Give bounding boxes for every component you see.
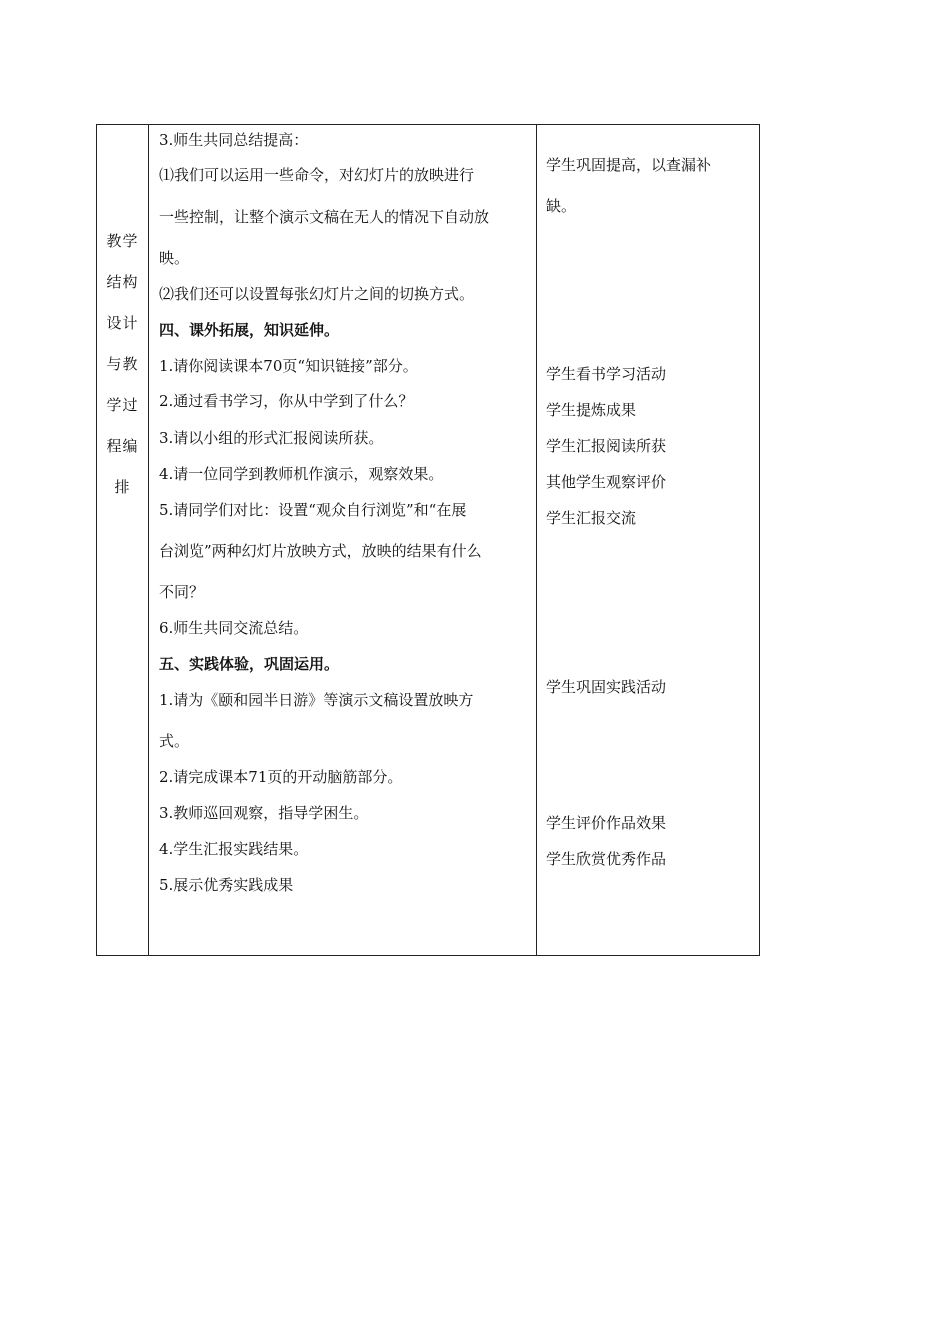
content-line: ⑵我们还可以设置每张幻灯片之间的切换方式。 <box>159 285 475 303</box>
content-line: ⑴我们可以运用一些命令，对幻灯片的放映进行 <box>159 166 475 184</box>
section-label-line: 排 <box>114 478 131 496</box>
content-line: 1.请为《颐和园半日游》等演示文稿设置放映方 <box>159 691 474 709</box>
section-label-line: 与教 <box>106 355 139 373</box>
section-label-line: 程编 <box>106 437 139 455</box>
activity-note: 学生提炼成果 <box>546 401 637 419</box>
content-line: 2.通过看书学习，你从中学到了什么？ <box>159 392 414 410</box>
content-line: 3.请以小组的形式汇报阅读所获。 <box>159 429 384 447</box>
content-line: 不同？ <box>159 583 205 601</box>
activity-note: 学生看书学习活动 <box>546 365 667 383</box>
activity-note: 学生汇报交流 <box>546 509 637 527</box>
section-label-line: 设计 <box>106 314 139 332</box>
content-line: 3.教师巡回观察，指导学困生。 <box>159 804 369 822</box>
content-line: 2.请完成课本71页的开动脑筋部分。 <box>159 768 403 786</box>
section-label-line: 教学 <box>106 232 139 250</box>
activity-note: 其他学生观察评价 <box>546 473 667 491</box>
content-line: 5.展示优秀实践成果 <box>159 876 294 894</box>
content-line: 映。 <box>159 249 190 267</box>
activity-note: 学生巩固实践活动 <box>546 678 667 696</box>
column-divider-right <box>536 125 537 955</box>
content-line: 一些控制，让整个演示文稿在无人的情况下自动放 <box>159 208 490 226</box>
section-label-line: 结构 <box>106 273 139 291</box>
content-line: 式。 <box>159 732 190 750</box>
content-line: 3.师生共同总结提高： <box>159 131 309 149</box>
section-heading: 五、实践体验，巩固运用。 <box>159 655 340 673</box>
column-divider-left <box>148 125 149 955</box>
content-line: 4.请一位同学到教师机作演示，观察效果。 <box>159 465 444 483</box>
content-line: 5.请同学们对比：设置“观众自行浏览”和“在展 <box>159 501 467 519</box>
activity-note: 学生评价作品效果 <box>546 814 667 832</box>
section-label <box>97 221 148 508</box>
activity-note: 缺。 <box>546 197 577 215</box>
activity-note: 学生汇报阅读所获 <box>546 437 667 455</box>
content-line: 6.师生共同交流总结。 <box>159 619 309 637</box>
activity-note: 学生欣赏优秀作品 <box>546 850 667 868</box>
lesson-plan-table <box>96 124 760 956</box>
section-heading: 四、课外拓展，知识延伸。 <box>159 321 340 339</box>
content-line: 4.学生汇报实践结果。 <box>159 840 309 858</box>
section-label-line: 学过 <box>106 396 139 414</box>
activity-note: 学生巩固提高，以查漏补 <box>546 156 712 174</box>
content-line: 1.请你阅读课本70页“知识链接”部分。 <box>159 357 418 375</box>
content-line: 台浏览”两种幻灯片放映方式，放映的结果有什么 <box>159 542 482 560</box>
